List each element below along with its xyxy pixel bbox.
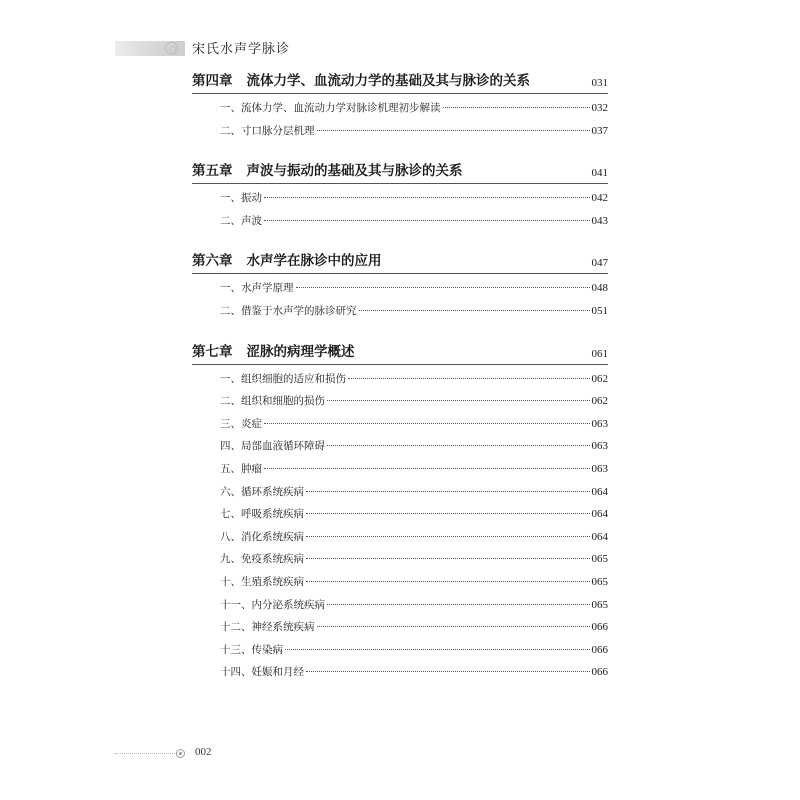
footer-ornament-icon bbox=[176, 749, 185, 758]
toc-entry-page-number: 065 bbox=[591, 575, 608, 588]
toc-entry-title: 八、消化系统疾病 bbox=[220, 530, 304, 543]
toc-entry[interactable] bbox=[192, 277, 608, 300]
dot-leader bbox=[264, 467, 590, 469]
toc-entry-title: 九、免疫系统疾病 bbox=[220, 553, 304, 566]
toc-entry-title: 六、循环系统疾病 bbox=[220, 485, 304, 498]
dot-leader bbox=[264, 422, 590, 424]
dot-leader bbox=[327, 444, 590, 446]
header-ornament-icon bbox=[165, 42, 178, 55]
toc-entry-page-number: 032 bbox=[591, 102, 608, 114]
toc-entry-page-number: 051 bbox=[591, 304, 608, 317]
chapter-heading-label bbox=[192, 340, 355, 360]
toc-entry[interactable] bbox=[192, 526, 608, 549]
table-of-contents bbox=[192, 69, 608, 701]
toc-entry[interactable] bbox=[192, 458, 608, 481]
toc-entry-title: 二、声波 bbox=[220, 214, 262, 227]
chapter-heading[interactable] bbox=[192, 340, 608, 365]
chapter bbox=[192, 340, 608, 684]
dot-leader bbox=[359, 309, 590, 311]
chapter-page-number: 047 bbox=[591, 257, 608, 270]
toc-entry-title: 十二、神经系统疾病 bbox=[220, 621, 315, 634]
toc-entry-page-number: 066 bbox=[591, 666, 608, 679]
dot-leader bbox=[443, 106, 590, 108]
footer-decor-line bbox=[115, 753, 177, 754]
toc-entry[interactable] bbox=[192, 390, 608, 413]
chapter-page-number: 041 bbox=[591, 167, 608, 180]
toc-entry[interactable] bbox=[192, 435, 608, 458]
dot-leader bbox=[306, 535, 590, 537]
chapter bbox=[192, 249, 608, 322]
chapter-number: 第四章 bbox=[192, 73, 233, 89]
dot-leader bbox=[306, 490, 590, 492]
chapter-heading[interactable] bbox=[192, 249, 608, 274]
dot-leader bbox=[306, 670, 590, 672]
chapter-number: 第五章 bbox=[192, 163, 233, 180]
toc-entry-page-number: 064 bbox=[591, 508, 608, 521]
toc-entry-page-number: 037 bbox=[591, 124, 608, 137]
toc-entry[interactable] bbox=[192, 548, 608, 571]
dot-leader bbox=[296, 286, 590, 288]
toc-entry-title: 十三、传染病 bbox=[220, 643, 283, 656]
toc-entry-page-number: 064 bbox=[591, 485, 608, 498]
chapter-title: 涩脉的病理学概述 bbox=[246, 343, 355, 360]
toc-entry[interactable] bbox=[192, 481, 608, 504]
toc-entry[interactable] bbox=[192, 616, 608, 639]
chapter-heading-label bbox=[192, 69, 530, 89]
dot-leader bbox=[327, 603, 590, 605]
toc-entry-title: 十四、妊娠和月经 bbox=[220, 666, 304, 679]
chapter-number: 第七章 bbox=[192, 343, 233, 360]
toc-entry[interactable] bbox=[192, 594, 608, 617]
toc-entry-page-number: 063 bbox=[591, 417, 608, 430]
toc-entry-title: 五、肿瘤 bbox=[220, 462, 262, 475]
toc-entry[interactable] bbox=[192, 503, 608, 526]
toc-entry[interactable] bbox=[192, 120, 608, 143]
dot-leader bbox=[317, 129, 590, 131]
dot-leader bbox=[285, 648, 590, 650]
toc-entry-title: 十一、内分泌系统疾病 bbox=[220, 598, 325, 611]
toc-entry-page-number: 064 bbox=[591, 530, 608, 543]
section-list bbox=[192, 94, 608, 142]
toc-entry[interactable] bbox=[192, 97, 608, 120]
chapter-heading-label bbox=[192, 249, 382, 269]
toc-entry-title: 四、局部血液循环障碍 bbox=[220, 440, 325, 453]
toc-entry[interactable] bbox=[192, 187, 608, 210]
dot-leader bbox=[264, 196, 590, 198]
toc-entry[interactable] bbox=[192, 368, 608, 391]
toc-entry-page-number: 062 bbox=[591, 395, 608, 408]
toc-entry-title: 十、生殖系统疾病 bbox=[220, 575, 304, 588]
toc-entry-page-number: 048 bbox=[591, 282, 608, 295]
toc-entry-title: 七、呼吸系统疾病 bbox=[220, 508, 304, 521]
chapter bbox=[192, 69, 608, 142]
toc-entry-page-number: 042 bbox=[591, 192, 608, 205]
toc-entry-title: 二、寸口脉分层机理 bbox=[220, 124, 315, 137]
toc-entry-page-number: 063 bbox=[591, 462, 608, 475]
toc-entry[interactable] bbox=[192, 639, 608, 662]
chapter-heading[interactable] bbox=[192, 159, 608, 184]
page-number: 002 bbox=[195, 746, 212, 758]
dot-leader bbox=[348, 377, 590, 379]
chapter-title: 流体力学、血流动力学的基础及其与脉诊的关系 bbox=[246, 73, 530, 89]
chapter-title: 声波与振动的基础及其与脉诊的关系 bbox=[246, 163, 463, 180]
dot-leader bbox=[306, 580, 590, 582]
toc-entry-title: 一、水声学原理 bbox=[220, 282, 294, 295]
toc-entry[interactable] bbox=[192, 300, 608, 323]
chapter-heading[interactable] bbox=[192, 69, 608, 94]
toc-entry-title: 一、流体力学、血流动力学对脉诊机理初步解读 bbox=[220, 102, 441, 114]
dot-leader bbox=[306, 557, 590, 559]
toc-entry-page-number: 066 bbox=[591, 643, 608, 656]
toc-entry-title: 二、组织和细胞的损伤 bbox=[220, 395, 325, 408]
section-list bbox=[192, 274, 608, 322]
toc-entry-title: 二、借鉴于水声学的脉诊研究 bbox=[220, 304, 357, 317]
toc-entry[interactable] bbox=[192, 571, 608, 594]
dot-leader bbox=[327, 399, 590, 401]
chapter-heading-label bbox=[192, 159, 463, 179]
toc-entry-title: 一、振动 bbox=[220, 192, 262, 205]
toc-entry-page-number: 066 bbox=[591, 621, 608, 634]
toc-entry-title: 一、组织细胞的适应和损伤 bbox=[220, 372, 346, 385]
dot-leader bbox=[306, 512, 590, 514]
section-list bbox=[192, 184, 608, 232]
section-list bbox=[192, 365, 608, 684]
chapter-page-number: 061 bbox=[591, 347, 608, 360]
toc-entry[interactable] bbox=[192, 661, 608, 684]
dot-leader bbox=[317, 625, 590, 627]
toc-entry-page-number: 063 bbox=[591, 440, 608, 453]
toc-entry-page-number: 043 bbox=[591, 214, 608, 227]
toc-entry-title: 三、炎症 bbox=[220, 417, 262, 430]
toc-entry[interactable] bbox=[192, 413, 608, 436]
running-header-title: 宋氏水声学脉诊 bbox=[192, 42, 291, 57]
chapter bbox=[192, 159, 608, 232]
chapter-page-number: 031 bbox=[591, 77, 608, 89]
chapter-title: 水声学在脉诊中的应用 bbox=[246, 253, 382, 270]
toc-entry[interactable] bbox=[192, 210, 608, 233]
dot-leader bbox=[264, 219, 590, 221]
chapter-number: 第六章 bbox=[192, 253, 233, 270]
toc-entry-page-number: 065 bbox=[591, 598, 608, 611]
toc-entry-page-number: 062 bbox=[591, 372, 608, 385]
toc-entry-page-number: 065 bbox=[591, 553, 608, 566]
